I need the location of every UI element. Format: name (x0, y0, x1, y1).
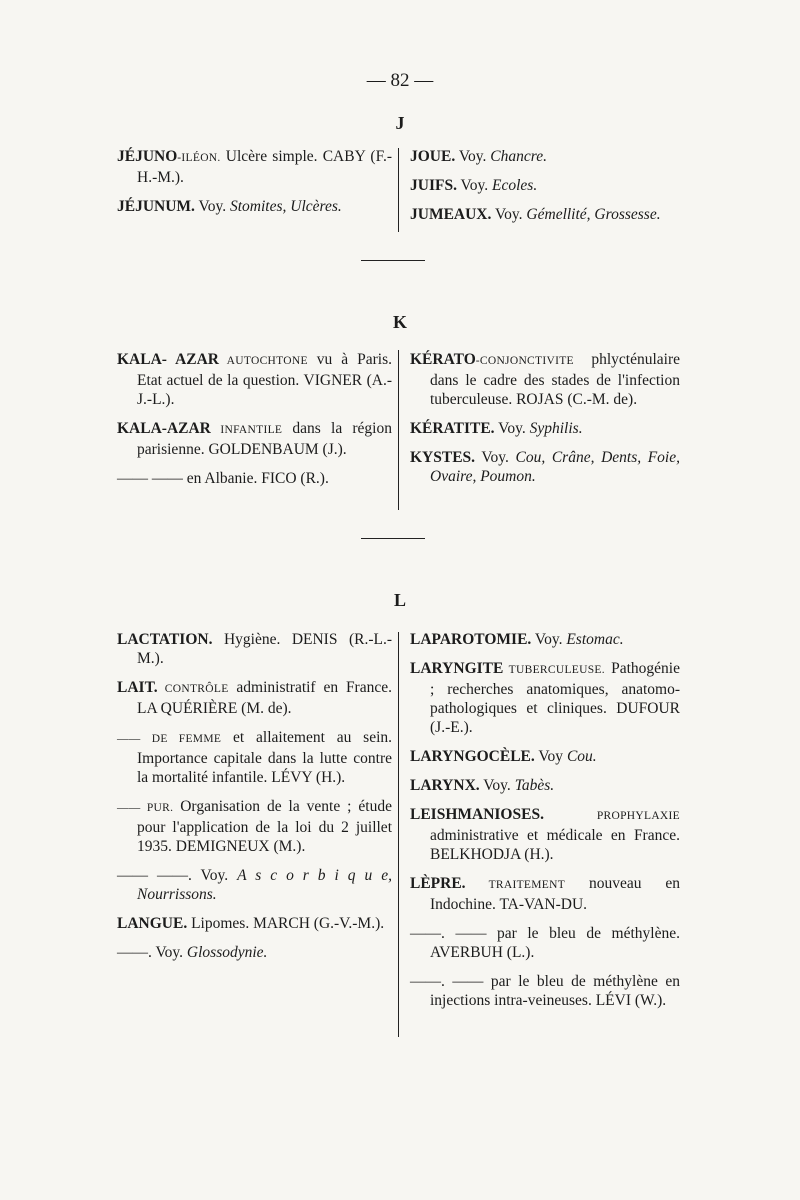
index-entry (410, 659, 680, 737)
entry-headword: LANGUE. (117, 915, 188, 932)
entry-text: Voy. (455, 148, 491, 165)
index-entry (410, 874, 680, 914)
entry-reference: Stomites, Ulcères. (229, 198, 342, 215)
entry-headword: LARYNGITE (410, 660, 504, 677)
entry-text: vu à Paris. Etat actuel de la question. VIGNER (A.-J.-L.). (137, 351, 393, 408)
column-left (117, 350, 392, 498)
entry-text: Voy. (475, 449, 516, 466)
index-entry (117, 630, 392, 668)
entry-reference: A s c o r b i q u e, Nourrissons. (137, 867, 392, 903)
entry-text: ——. Voy. (117, 944, 187, 961)
entry-headword: KYSTES. (410, 449, 476, 466)
index-entry (410, 747, 680, 766)
entry-headword: LACTATION. (117, 631, 213, 648)
entry-text: dans la région parisienne. GOLDENBAUM (J.). (137, 420, 392, 458)
index-entry (117, 866, 392, 904)
entry-headword: KALA- AZAR (117, 351, 219, 368)
entry-subheading: —— PUR. (117, 802, 174, 814)
index-entry (410, 147, 680, 166)
column-right (410, 147, 680, 234)
column-divider (398, 350, 399, 510)
index-entry (410, 924, 680, 962)
entry-subheading: —— DE FEMME (117, 733, 222, 745)
index-entry (117, 350, 392, 409)
index-entry (410, 776, 680, 795)
index-entry (117, 728, 392, 787)
entry-text: Voy (534, 748, 567, 765)
column-right (410, 630, 680, 1020)
index-entry (117, 197, 392, 216)
entry-headword: LEISHMANIOSES. (410, 806, 544, 823)
entry-subheading: TRAITEMENT (465, 879, 566, 891)
index-entry (410, 805, 680, 864)
entry-text: et allaitement au sein. Importance capitale dans la lutte contre la mortalité infantile. LÉVY (H.). (137, 729, 393, 786)
entry-subheading: -ILÉON. (177, 152, 221, 164)
entry-subheading: -CONJONCTIVITE (475, 355, 574, 367)
entry-text: ——. —— par le bleu de méthylène en injections intra-veineuses. LÉVI (W.). (410, 973, 680, 1009)
entry-reference: Chancre. (490, 148, 547, 165)
entry-subheading: TUBERCULEUSE. (503, 664, 605, 676)
column-left (117, 630, 392, 972)
entry-reference: Cou. (566, 748, 597, 765)
index-entry (117, 469, 392, 488)
entry-subheading: PROPHYLAXIE (543, 810, 680, 822)
index-entry (117, 419, 392, 459)
entry-headword: LAPAROTOMIE. (410, 631, 532, 648)
entry-reference: Cou, Crâne, Dents, Foie, Ovaire, Poumon. (430, 449, 680, 485)
entry-subheading: INFANTILE (210, 424, 283, 436)
entry-headword: LARYNGOCÈLE. (410, 748, 535, 765)
entry-text: Voy. (491, 206, 527, 223)
index-entry (410, 176, 680, 195)
entry-text: administrative et médicale en France. BELKHODJA (H.). (430, 827, 680, 863)
entry-headword: JUIFS. (410, 177, 457, 194)
page-number: — 82 — (366, 70, 434, 91)
column-divider (398, 632, 399, 1037)
index-entry (410, 419, 680, 438)
column-divider (398, 148, 399, 232)
entry-headword: LÈPRE. (410, 875, 466, 892)
entry-reference: Syphilis. (529, 420, 583, 437)
entry-text: administratif en France. LA QUÉRIÈRE (M. de). (137, 679, 392, 717)
index-entry (410, 350, 680, 409)
entry-headword: JOUE. (410, 148, 456, 165)
entry-text: nouveau en Indochine. TA-VAN-DU. (430, 875, 680, 913)
section-rule (361, 260, 425, 261)
index-entry (117, 943, 392, 962)
entry-reference: Tabès. (514, 777, 555, 794)
entry-text: Hygiène. DENIS (R.-L.-M.). (137, 631, 392, 667)
entry-text: Pathogénie ; recherches anatomiques, anatomo-pathologiques et cliniques. DUFOUR (J.-E.). (430, 660, 680, 736)
section-letter-j: J (395, 113, 405, 133)
entry-text: Ulcère simple. CABY (F.-H.-M.). (137, 148, 392, 186)
entry-headword: JÉJUNUM. (117, 198, 195, 215)
entry-reference: Ecoles. (492, 177, 538, 194)
entry-text: Voy. (194, 198, 230, 215)
entry-headword: LAIT. (117, 679, 158, 696)
section-letter-l: L (393, 590, 406, 610)
entry-reference: Gémellité, Grossesse. (526, 206, 661, 223)
entry-headword: LARYNX. (410, 777, 480, 794)
entry-subheading: AUTOCHTONE (219, 355, 308, 367)
index-entry (117, 797, 392, 856)
section-rule (361, 538, 425, 539)
entry-reference: Estomac. (566, 631, 624, 648)
entry-text: —— —— en Albanie. FICO (R.). (117, 470, 329, 487)
index-entry (117, 147, 392, 187)
index-entry (410, 972, 680, 1010)
entry-headword: KÉRATITE. (410, 420, 495, 437)
entry-headword: KÉRATO (410, 351, 476, 368)
column-left (117, 147, 392, 226)
entry-text: Organisation de la vente ; étude pour l'application de la loi du 2 juillet 1935. DEMIGNEUX (M.). (137, 798, 392, 855)
index-entry (410, 205, 680, 224)
entry-subheading: CONTRÔLE (157, 683, 229, 695)
entry-text: Voy. (456, 177, 492, 194)
entry-text: —— ——. Voy. (117, 867, 238, 884)
entry-headword: JÉJUNO (117, 148, 178, 165)
entry-text: Voy. (479, 777, 515, 794)
entry-headword: JUMEAUX. (410, 206, 492, 223)
index-entry (117, 914, 392, 933)
index-entry (410, 630, 680, 649)
entry-reference: Glossodynie. (186, 944, 268, 961)
entry-text: Voy. (494, 420, 530, 437)
column-right (410, 350, 680, 496)
entry-text: phlycténulaire dans le cadre des stades de l'infection tuberculeuse. ROJAS (C.-M. de). (430, 351, 680, 408)
entry-text: Lipomes. MARCH (G.-V.-M.). (187, 915, 385, 932)
index-entry (410, 448, 680, 486)
entry-text: Voy. (531, 631, 567, 648)
section-letter-k: K (392, 312, 407, 332)
index-entry (117, 678, 392, 718)
entry-headword: KALA-AZAR (117, 420, 211, 437)
entry-text: ——. —— par le bleu de méthylène. AVERBUH (L.). (410, 925, 680, 961)
